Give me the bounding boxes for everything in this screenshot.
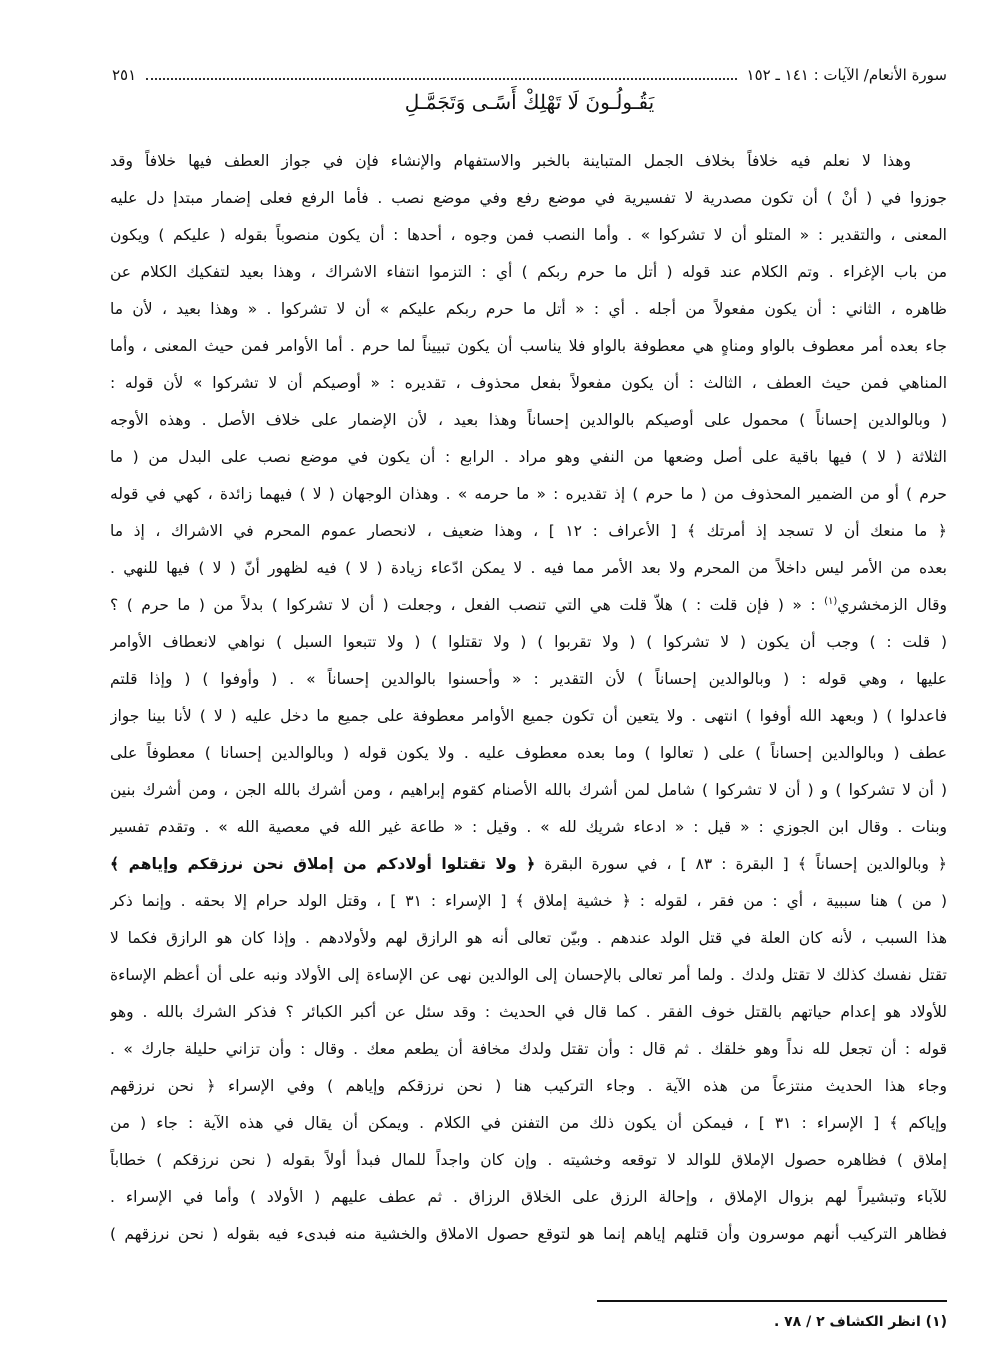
text-segment: عطف ( وبالوالدين إحساناً ) على ( تعالوا ) وما بعده معطوف عليه . ولا يكون قوله ( وبالوالدين إحسانا ) معطوفاً على [110,744,947,762]
text-segment: وإياكم ﴾ [ الإسراء : ٣١ ] ، فيمكن أن يكون ذلك من التفنن في الكلام . ويمكن أن يقال في هذه الآية : جاء ( من [110,1114,947,1132]
text-line [110,1031,947,1068]
footnote-separator [597,1300,947,1302]
text-segment: وهذا لا نعلم فيه خلافاً بخلاف الجمل المتباينة بالخبر والاستفهام والإنشاء فإن في جواز العطف فيها خلافاً وقد [110,152,911,170]
footnote: (١) انظر الكشاف ٢ / ٧٨ . [773,1314,947,1330]
text-line [110,809,947,846]
text-segment: ( أن لا تشركوا ) و ( أن لا تشركوا ) شامل لمن أشرك بالله الأصنام كقوم إبراهيم ، ومن أشرك بالله الجن ، ومن أشرك بنين [110,781,947,799]
text-line [110,217,947,254]
text-segment: فاعدلوا ) ( وبعهد الله أوفوا ) انتهى . ولا يتعين أن تكون جميع الأوامر معطوفة على جميع ما دخل عليه ( لا ) لأنا بينا جواز [110,707,947,725]
text-segment: ( من ) هنا سببية ، أي : من فقر ، لقوله : ﴿ خشية إملاق ﴾ [ الإسراء : ٣١ ] ، وقتل الولد حرام إلا بحقه . وإنما ذكر [110,892,947,910]
text-segment: ﴿ وبالوالدين إحساناً ﴾ [ البقرة : ٨٣ ] ، في سورة البقرة [535,855,947,873]
text-segment: عليها ، وهي قوله : ( وبالوالدين إحساناً ) لأن التقدير : « وأحسنوا بالوالدين إحساناً » . ( وأوفوا ) ( وإذا قلتم [110,670,947,688]
text-segment: هذا السبب ، لأنه كان العلة في قتل الولد عندهم . وبيّن تعالى أنه هو الرازق لهم ولأولادهم . وإذا كان هو الرازق فكما لا [110,929,947,947]
text-segment: وجاء هذا الحديث منتزعاً من هذه الآية . وجاء التركيب هنا ( نحن نرزقكم وإياهم ) وفي الإسراء ﴿ نحن نرزقهم [110,1077,947,1095]
text-segment: ( قلت : ) وجب أن يكون ( لا تشركوا ) ( ولا تقربوا ) ( ولا تقتلوا ) ( ولا تتبعوا السبل ) نواهي لانعطاف الأوامر [110,633,947,651]
text-line [110,1179,947,1216]
text-line [110,550,947,587]
text-line [110,735,947,772]
text-segment: للآباء وتبشيراً لهم بزوال الإملاق ، وإحالة الرزق على الخلاق الرزاق . ثم عطف عليهم ( الأولاد ) وأما في الإسراء . [110,1188,947,1206]
text-segment: وقال الزمخشري [837,596,947,614]
text-line [110,1105,947,1142]
text-line [110,846,947,883]
text-line [110,587,947,624]
text-line [110,180,947,217]
text-line [110,439,947,476]
text-segment: ( وبالوالدين إحساناً ) محمول على أوصيكم بالوالدين إحساناً وهذا بعيد ، لأن الإضمار على خلاف الأصل . وهذه الأوجه [110,411,947,429]
text-segment: من باب الإغراء . وتم الكلام عند قوله ( أتل ما حرم ربكم ) أي : التزموا انتفاء الاشراك ، وهذا بعيد لتفكيك الكلام عن [110,263,947,281]
text-segment: الثلاثة ( لا ) فيها باقية على أصل وضعها من النفي وهو مراد . الرابع : أن يكون في موضع نصب على البدل من ( ما [110,448,947,466]
text-line [110,402,947,439]
text-line [110,365,947,402]
page-number: ٢٥١ [112,66,137,84]
text-line [110,143,947,180]
dotted-leader [146,70,736,80]
text-line [110,883,947,920]
text-line [110,624,947,661]
text-line [110,291,947,328]
text-segment: للأولاد هو إعدام حياتهم بالقتل خوف الفقر . كما قال في الحديث : وقد سئل عن أكبر الكبائر ؟ فذكر الشرك بالله . وهو [110,1003,947,1021]
text-line [110,1142,947,1179]
text-line [110,920,947,957]
text-segment: ﴿ ما منعك أن لا تسجد إذ أمرتك ﴾ [ الأعراف : ١٢ ] ، وهذا ضعيف ، لانحصار عموم المحرم في الاشراك ، إذ ما [110,522,947,540]
text-segment: المناهي فمن حيث العطف ، الثالث : أن يكون مفعولاً بفعل محذوف ، تقديره : « أوصيكم أن لا تشركوا » لأن قوله : [110,374,947,392]
text-line [110,1216,947,1253]
text-line [110,994,947,1031]
text-segment: فظاهر التركيب أنهم موسرون وأن قتلهم إياهم إنما هو لتوقع حصول الاملاق والخشية منه فبدىء فيه بقوله ( نحن نرزقهم ) [110,1225,947,1243]
text-line [110,513,947,550]
text-segment: ظاهره ، الثاني : أن يكون مفعولاً من أجله . أي : « أتل ما حرم ربكم عليكم » أن لا تشركوا . « وهذا بعيد ، لأن ما [110,300,947,318]
text-segment: جاء بعده أمر معطوف بالواو ومناهٍ هي معطوفة بالواو فلا يناسب أن يكون تبييناً لما حرم . أما الأوامر فمن حيث المعنى ، وأما [110,337,947,355]
text-line [110,1068,947,1105]
text-segment: بعده من الأمر ليس داخلاً من المحرم ولا بعد الأمر مما فيه . لا يمكن ادّعاء زيادة ( لا ) فيه لظهور أنّ ( لا ) فيها للنهي . [110,559,947,577]
text-line [110,254,947,291]
text-segment: : « ( فإن قلت : ) هلاّ قلت هي التي تنصب الفعل ، وجعلت ( أن لا تشركوا ) بدلاً من ( ما حرم ) ؟ [110,596,825,614]
text-line [110,772,947,809]
quran-quote-bold: ﴿ ولا تقتلوا أولادكم من إملاق نحن نرزقكم وإياهم ﴾ [110,855,536,873]
text-segment: تقتل نفسك كذلك لا تقتل ولدك . ولما أمر تعالى بالإحسان إلى الوالدين نهى عن الإساءة إلى الأولاد ونبه على أن أعظم الإساءة [110,966,947,984]
text-line [110,476,947,513]
text-segment: قوله : أن تجعل لله نداً وهو خلقك . ثم قال : وأن تقتل ولدك مخافة أن يطعم معك . وقال : وأن تزاني حليلة جارك » . [110,1040,947,1058]
text-line [110,957,947,994]
text-line [110,328,947,365]
running-header [112,62,947,88]
text-line [110,698,947,735]
text-segment: إملاق ) فظاهره حصول الإملاق للوالد لا توقعه وخشيته . وإن كان واجداً للمال فبدأ أولاً بقوله ( نحن نرزقكم ) خطاباً [110,1151,947,1169]
text-segment: وبنات . وقال ابن الجوزي : « قيل : « ادعاء شريك لله » . وقيل : « طاعة غير الله في معصية الله » . وتقدم تفسير [110,818,947,836]
text-line [110,661,947,698]
text-segment: المعنى ، والتقدير : « المتلو أن لا تشركوا » . وأما النصب فمن وجوه ، أحدها : أن يكون منصوباً بقوله ( عليكم ) ويكون [110,226,947,244]
poetry-verse-heading: يَقُـولُـونَ لَا تَهْلِكْ أَسًـى وَتَجَمَّـلِ [404,90,655,114]
body-text [110,143,947,1253]
running-header-title: سورة الأنعام/ الآيات : ١٤١ ـ ١٥٢ [746,66,947,84]
footnote-marker: (١) [824,595,838,607]
text-segment: جوزوا في ( أنْ ) أن تكون مصدرية لا تفسيرية في موضع رفع وفي موضع نصب . فأما الرفع فعلى إضمار مبتدإ دل عليه [110,189,947,207]
text-segment: حرم ) أو من الضمير المحذوف من ( ما حرم ) إذ تقديره : « ما حرمه » . وهذان الوجهان ( لا ) فيهما زائدة ، كهي في قوله [110,485,947,503]
